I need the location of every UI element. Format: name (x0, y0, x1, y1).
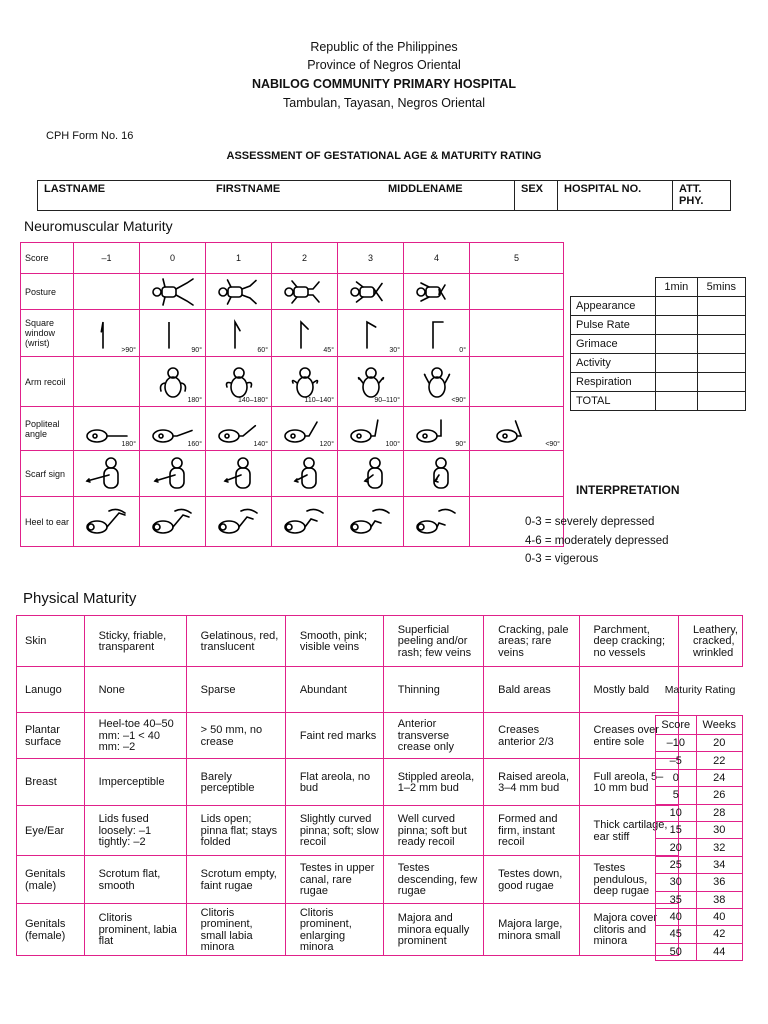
neuromuscular-row (21, 310, 564, 357)
neuromuscular-cell (272, 497, 338, 547)
apgar-5min-cell[interactable] (697, 297, 745, 316)
apgar-5min-cell[interactable] (697, 335, 745, 354)
physical-cell: Thick cartilage, ear stiff (579, 806, 678, 856)
neuromuscular-cell (338, 274, 404, 310)
header-line-2: Province of Negros Oriental (307, 58, 461, 72)
maturity-rating-title: Maturity Rating (664, 684, 736, 696)
maturity-score: 0 (656, 769, 697, 786)
neuromuscular-cell (74, 497, 140, 547)
neuromuscular-cell (206, 497, 272, 547)
neuromuscular-row-label: Posture (21, 274, 74, 310)
physical-cell: Flat areola, no bud (285, 759, 383, 806)
angle-label: >90° (121, 347, 136, 354)
physical-maturity-title: Physical Maturity (23, 590, 137, 607)
maturity-weeks: 32 (696, 839, 742, 856)
neuromuscular-cell (140, 310, 206, 357)
angle-label: 90° (455, 441, 466, 448)
neuromuscular-cell (338, 310, 404, 357)
physical-cell: Raised areola, 3–4 mm bud (484, 759, 579, 806)
arm-recoil-icon (213, 365, 265, 399)
angle-label: 140° (253, 441, 268, 448)
physical-cell: Anterior transverse crease only (383, 713, 483, 759)
physical-cell: Slightly curved pinna; soft; slow recoil (285, 806, 383, 856)
score-label: Score (21, 243, 74, 274)
angle-label: 110–140° (304, 397, 334, 404)
angle-label: 60° (257, 347, 268, 354)
neuromuscular-cell (470, 274, 564, 310)
physical-cell: Cracking, pale areas; rare veins (484, 616, 579, 667)
physical-row-label: Breast (17, 759, 85, 806)
physical-row (17, 667, 743, 713)
physical-cell: Majora large, minora small (484, 904, 579, 956)
neuromuscular-cell (140, 407, 206, 451)
physical-row (17, 806, 743, 856)
square-window-icon (81, 316, 133, 350)
maturity-score: 50 (656, 943, 697, 960)
angle-label: 90° (191, 347, 202, 354)
maturity-weeks: 30 (696, 821, 742, 838)
square-window-icon (345, 316, 397, 350)
interpretation-line: 0-3 = severely depressed (525, 516, 655, 528)
neuromuscular-cell (206, 407, 272, 451)
scarf-sign-icon (411, 457, 463, 491)
score-col: 4 (404, 243, 470, 274)
physical-row-label: Lanugo (17, 667, 85, 713)
angle-label: <90° (451, 397, 466, 404)
neuromuscular-cell (272, 274, 338, 310)
neuromuscular-cell (338, 407, 404, 451)
physical-cell: Bald areas (484, 667, 579, 713)
maturity-score: 35 (656, 891, 697, 908)
physical-cell: Parchment, deep cracking; no vessels (579, 616, 678, 667)
square-window-icon (279, 316, 331, 350)
neuromuscular-row-label: Arm recoil (21, 357, 74, 407)
neuromuscular-cell (272, 310, 338, 357)
maturity-row (656, 787, 743, 804)
physical-cell: Full areola, 5–10 mm bud (579, 759, 678, 806)
maturity-weeks: 20 (696, 735, 742, 752)
neuromuscular-cell (338, 451, 404, 497)
neuromuscular-row (21, 497, 564, 547)
apgar-1min-cell[interactable] (656, 373, 698, 392)
neuromuscular-cell (140, 497, 206, 547)
neuromuscular-table (20, 242, 564, 547)
heel-to-ear-icon (411, 505, 463, 539)
maturity-weeks: 26 (696, 787, 742, 804)
physical-row-label: Genitals (male) (17, 856, 85, 904)
heel-to-ear-icon (213, 505, 265, 539)
neuromuscular-title: Neuromuscular Maturity (24, 218, 173, 234)
apgar-1min-cell[interactable] (656, 354, 698, 373)
physical-row (17, 904, 743, 956)
maturity-score: 15 (656, 821, 697, 838)
apgar-row (571, 335, 746, 354)
form-title: ASSESSMENT OF GESTATIONAL AGE & MATURITY RATING (226, 150, 542, 162)
neuromuscular-cell (272, 407, 338, 451)
hospital-address: Tambulan, Tayasan, Negros Oriental (283, 96, 485, 110)
scarf-sign-icon (345, 457, 397, 491)
maturity-score: 25 (656, 856, 697, 873)
physical-cell: Imperceptible (84, 759, 186, 806)
maturity-score: 40 (656, 908, 697, 925)
maturity-weeks: 22 (696, 752, 742, 769)
apgar-row (571, 392, 746, 411)
apgar-row (571, 316, 746, 335)
physical-cell: Lids open; pinna flat; stays folded (186, 806, 285, 856)
apgar-table (570, 277, 746, 411)
maturity-weeks: 44 (696, 943, 742, 960)
field-lastname[interactable]: LASTNAME (38, 181, 211, 211)
apgar-5min-cell[interactable] (697, 392, 745, 411)
neuromuscular-cell (74, 310, 140, 357)
physical-cell: Testes down, good rugae (484, 856, 579, 904)
maturity-weeks: 24 (696, 769, 742, 786)
physical-row-label: Skin (17, 616, 85, 667)
apgar-row-label: TOTAL (571, 392, 656, 411)
maturity-score: 20 (656, 839, 697, 856)
neuromuscular-row-label: Scarf sign (21, 451, 74, 497)
neuromuscular-cell (74, 357, 140, 407)
neuromuscular-cell (272, 451, 338, 497)
apgar-5min-cell[interactable] (697, 354, 745, 373)
apgar-row (571, 297, 746, 316)
neuromuscular-cell (404, 407, 470, 451)
maturity-weeks: 40 (696, 908, 742, 925)
physical-cell: Testes in upper canal, rare rugae (285, 856, 383, 904)
maturity-score: 45 (656, 926, 697, 943)
physical-cell: Sparse (186, 667, 285, 713)
physical-cell: Leathery, cracked, wrinkled (678, 616, 742, 667)
neuromuscular-cell (140, 274, 206, 310)
physical-maturity-table (16, 615, 743, 956)
posture-figure-icon (345, 275, 397, 309)
posture-figure-icon (213, 275, 265, 309)
physical-cell: Well curved pinna; soft but ready recoil (383, 806, 483, 856)
maturity-weeks: 42 (696, 926, 742, 943)
apgar-1min-cell[interactable] (656, 335, 698, 354)
apgar-row-label: Appearance (571, 297, 656, 316)
arm-recoil-icon (279, 365, 331, 399)
neuromuscular-row (21, 274, 564, 310)
physical-cell: Testes pendulous, deep rugae (579, 856, 678, 904)
maturity-row (656, 908, 743, 925)
neuromuscular-cell (272, 357, 338, 407)
neuromuscular-cell (206, 310, 272, 357)
angle-label: 140–180° (237, 397, 268, 404)
neuromuscular-cell (74, 274, 140, 310)
angle-label: 0° (459, 347, 466, 354)
field-hospital-no[interactable]: HOSPITAL NO. (558, 181, 673, 211)
arm-recoil-icon (411, 365, 463, 399)
apgar-5min-cell[interactable] (697, 373, 745, 392)
neuromuscular-row-label: Square window (wrist) (21, 310, 74, 357)
popliteal-angle-icon (491, 412, 543, 446)
maturity-weeks: 38 (696, 891, 742, 908)
physical-cell: Stippled areola, 1–2 mm bud (383, 759, 483, 806)
neuromuscular-cell (470, 407, 564, 451)
maturity-row (656, 804, 743, 821)
physical-cell: Lids fused loosely: –1 tightly: –2 (84, 806, 186, 856)
score-col: –1 (74, 243, 140, 274)
scarf-sign-icon (81, 457, 133, 491)
neuromuscular-cell (470, 451, 564, 497)
angle-label: 100° (385, 441, 400, 448)
neuromuscular-row (21, 451, 564, 497)
score-header-row (21, 243, 564, 274)
scarf-sign-icon (147, 457, 199, 491)
field-attending-physician[interactable]: ATT. PHY. (673, 181, 731, 211)
neuromuscular-cell (140, 451, 206, 497)
physical-cell: Formed and firm, instant recoil (484, 806, 579, 856)
heel-to-ear-icon (147, 505, 199, 539)
maturity-weeks: 34 (696, 856, 742, 873)
physical-cell: Abundant (285, 667, 383, 713)
apgar-row (571, 354, 746, 373)
neuromuscular-row-label: Heel to ear (21, 497, 74, 547)
physical-cell: Smooth, pink; visible veins (285, 616, 383, 667)
neuromuscular-cell (74, 407, 140, 451)
physical-cell: Barely perceptible (186, 759, 285, 806)
maturity-row (656, 735, 743, 752)
apgar-row-label: Grimace (571, 335, 656, 354)
posture-figure-icon (411, 275, 463, 309)
neuromuscular-cell (404, 497, 470, 547)
maturity-score: –5 (656, 752, 697, 769)
physical-cell: Heel-toe 40–50 mm: –1 < 40 mm: –2 (84, 713, 186, 759)
posture-figure-icon (279, 275, 331, 309)
physical-cell: None (84, 667, 186, 713)
apgar-row-label: Activity (571, 354, 656, 373)
square-window-icon (411, 316, 463, 350)
heel-to-ear-icon (81, 505, 133, 539)
field-firstname[interactable]: FIRSTNAME (210, 181, 382, 211)
header-line-1: Republic of the Philippines (310, 40, 458, 54)
field-middlename[interactable]: MIDDLENAME (382, 181, 515, 211)
neuromuscular-cell (404, 357, 470, 407)
maturity-row (656, 856, 743, 873)
physical-row-label: Plantar surface (17, 713, 85, 759)
neuromuscular-row (21, 357, 564, 407)
maturity-score: 10 (656, 804, 697, 821)
maturity-row (656, 769, 743, 786)
maturity-score: 5 (656, 787, 697, 804)
interpretation-list (525, 513, 669, 569)
maturity-weeks: 28 (696, 804, 742, 821)
apgar-col-1min: 1min (656, 278, 698, 297)
neuromuscular-cell (404, 451, 470, 497)
apgar-1min-cell[interactable] (656, 316, 698, 335)
square-window-icon (213, 316, 265, 350)
form-number: CPH Form No. 16 (46, 130, 134, 142)
physical-cell: Scrotum empty, faint rugae (186, 856, 285, 904)
square-window-icon (147, 316, 199, 350)
score-col: 2 (272, 243, 338, 274)
angle-label: <90° (545, 441, 560, 448)
neuromuscular-cell (338, 357, 404, 407)
maturity-row (656, 821, 743, 838)
score-col: 1 (206, 243, 272, 274)
physical-cell: Majora and minora equally prominent (383, 904, 483, 956)
neuromuscular-row (21, 407, 564, 451)
patient-info-table (37, 180, 731, 211)
physical-row (17, 616, 743, 667)
arm-recoil-icon (147, 365, 199, 399)
neuromuscular-cell (338, 497, 404, 547)
physical-row (17, 759, 743, 806)
angle-label: 90–110° (374, 397, 400, 404)
heel-to-ear-icon (279, 505, 331, 539)
physical-cell: Sticky, friable, transparent (84, 616, 186, 667)
maturity-row (656, 891, 743, 908)
neuromuscular-cell (404, 274, 470, 310)
physical-cell: Thinning (383, 667, 483, 713)
apgar-col-5mins: 5mins (697, 278, 745, 297)
neuromuscular-cell (206, 357, 272, 407)
neuromuscular-cell (470, 310, 564, 357)
apgar-1min-cell[interactable] (656, 392, 698, 411)
neuromuscular-row-label: Popliteal angle (21, 407, 74, 451)
angle-label: 120° (319, 441, 334, 448)
apgar-1min-cell[interactable] (656, 297, 698, 316)
maturity-row (656, 943, 743, 960)
angle-label: 180° (187, 397, 202, 404)
physical-cell: Creases anterior 2/3 (484, 713, 579, 759)
interpretation-line: 0-3 = vigerous (525, 553, 599, 565)
heel-to-ear-icon (345, 505, 397, 539)
physical-cell: > 50 mm, no crease (186, 713, 285, 759)
interpretation-title: INTERPRETATION (576, 483, 680, 497)
maturity-rating-table (655, 715, 743, 961)
hospital-name: NABILOG COMMUNITY PRIMARY HOSPITAL (251, 77, 517, 91)
maturity-header-weeks: Weeks (696, 716, 742, 735)
maturity-row (656, 874, 743, 891)
angle-label: 180° (121, 441, 136, 448)
maturity-row (656, 926, 743, 943)
physical-row-label: Genitals (female) (17, 904, 85, 956)
physical-cell: Mostly bald (579, 667, 678, 713)
angle-label: 160° (187, 441, 202, 448)
scarf-sign-icon (279, 457, 331, 491)
angle-label: 45° (323, 347, 334, 354)
apgar-row-label: Respiration (571, 373, 656, 392)
neuromuscular-cell (74, 451, 140, 497)
posture-figure-icon (147, 275, 199, 309)
maturity-score: 30 (656, 874, 697, 891)
score-col: 3 (338, 243, 404, 274)
scarf-sign-icon (213, 457, 265, 491)
physical-cell: Gelatinous, red, translucent (186, 616, 285, 667)
neuromuscular-cell (470, 357, 564, 407)
angle-label: 30° (389, 347, 400, 354)
score-col: 0 (140, 243, 206, 274)
neuromuscular-cell (404, 310, 470, 357)
maturity-row (656, 752, 743, 769)
field-sex[interactable]: SEX (515, 181, 558, 211)
physical-cell: Testes descending, few rugae (383, 856, 483, 904)
score-col: 5 (470, 243, 564, 274)
physical-cell: Clitoris prominent, labia flat (84, 904, 186, 956)
physical-cell: Scrotum flat, smooth (84, 856, 186, 904)
apgar-row (571, 373, 746, 392)
interpretation-line: 4-6 = moderately depressed (525, 534, 669, 547)
physical-cell: Majora cover clitoris and minora (579, 904, 678, 956)
arm-recoil-icon (345, 365, 397, 399)
physical-cell: Clitoris prominent, small labia minora (186, 904, 285, 956)
physical-row (17, 856, 743, 904)
maturity-row (656, 839, 743, 856)
physical-cell: Superficial peeling and/or rash; few veins (383, 616, 483, 667)
physical-cell: Faint red marks (285, 713, 383, 759)
physical-cell: Creases over entire sole (579, 713, 678, 759)
neuromuscular-cell (206, 274, 272, 310)
neuromuscular-cell (140, 357, 206, 407)
physical-row-label: Eye/Ear (17, 806, 85, 856)
maturity-score: –10 (656, 735, 697, 752)
apgar-row-label: Pulse Rate (571, 316, 656, 335)
maturity-weeks: 36 (696, 874, 742, 891)
physical-cell: Clitoris prominent, enlarging minora (285, 904, 383, 956)
physical-row (17, 713, 743, 759)
apgar-5min-cell[interactable] (697, 316, 745, 335)
maturity-header-score: Score (656, 716, 697, 735)
neuromuscular-cell (206, 451, 272, 497)
